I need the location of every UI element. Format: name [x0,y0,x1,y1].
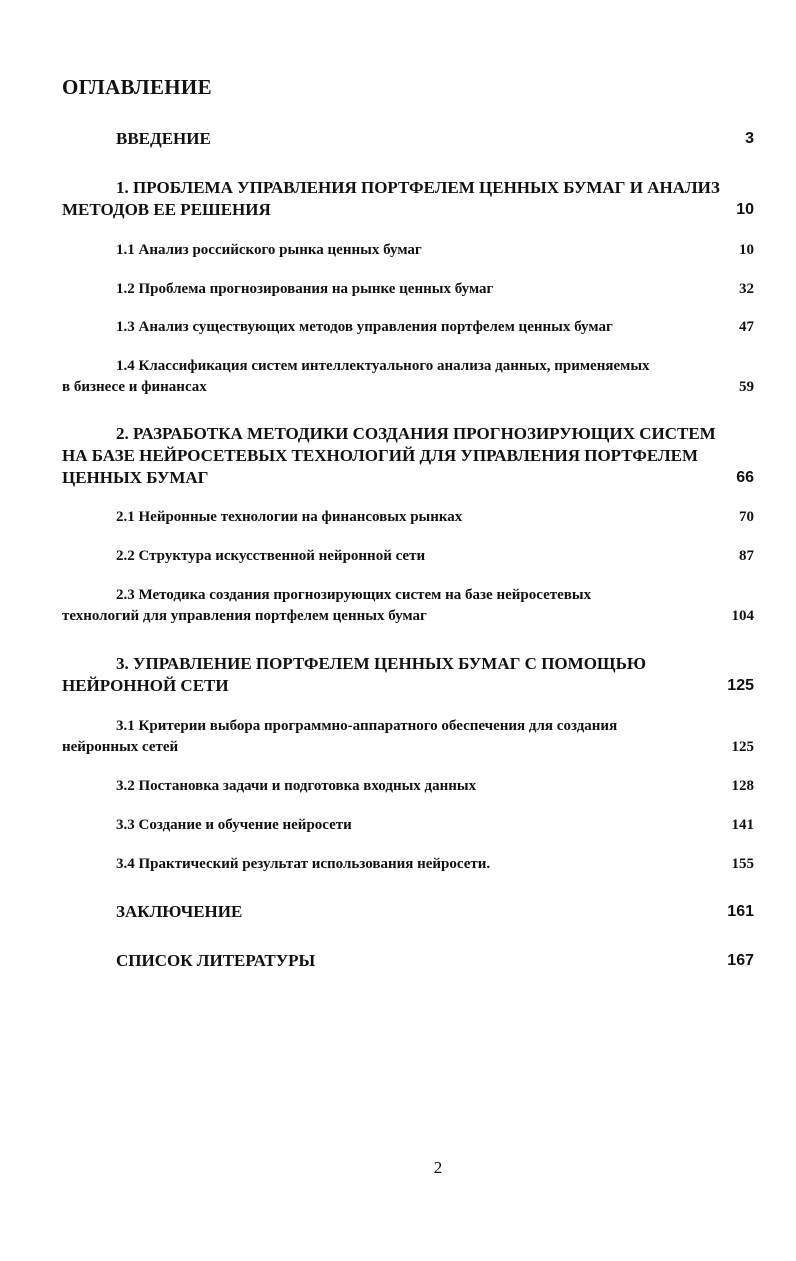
toc-entry-title-line: 3. УПРАВЛЕНИЕ ПОРТФЕЛЕМ ЦЕННЫХ БУМАГ С ПОМОЩЬЮ [116,654,646,673]
toc-entry-page: 10 [736,201,754,218]
toc-entry-page: 125 [731,739,754,755]
toc-entry-chapter-1 [62,177,754,221]
toc-entry-title-line: НЕЙРОННОЙ СЕТИ [62,676,229,695]
toc-entry-references [62,950,754,972]
toc-entry-title-line: ЦЕННЫХ БУМАГ [62,468,209,487]
toc-entry-section-2-3 [62,585,754,627]
toc-entry-section-3-3 [62,815,754,836]
toc-entry-title: ВВЕДЕНИЕ [116,129,211,148]
toc-entry-title: ЗАКЛЮЧЕНИЕ [116,902,243,921]
toc-entry-page: 87 [739,548,754,564]
toc-entry-title: 3.2 Постановка задачи и подготовка входных данных [116,778,477,794]
toc-entry-title-line: 1.4 Классификация систем интеллектуального анализа данных, применяемых [116,358,650,374]
toc-entry-title-line: МЕТОДОВ ЕЕ РЕШЕНИЯ [62,200,271,219]
toc-entry-title: 1.1 Анализ российского рынка ценных бумаг [116,242,422,258]
toc-entry-section-3-4 [62,854,754,875]
toc-entry-title: 1.3 Анализ существующих методов управления портфелем ценных бумаг [116,319,613,335]
toc-entry-section-3-2 [62,776,754,797]
toc-entry-page: 125 [727,677,754,694]
toc-entry-title: СПИСОК ЛИТЕРАТУРЫ [116,951,316,970]
toc-entry-title-line: 2.3 Методика создания прогнозирующих систем на базе нейросетевых [116,587,592,603]
toc-entry-page: 32 [739,281,754,297]
toc-entry-chapter-2 [62,423,754,489]
toc-entry-title: 2.1 Нейронные технологии на финансовых рынках [116,509,463,525]
page-title: ОГЛАВЛЕНИЕ [62,75,212,99]
toc-entry-page: 141 [731,817,754,833]
toc-entry-page: 128 [731,778,754,794]
toc-entry-title-line: нейронных сетей [62,739,179,755]
toc-entry-section-2-1 [62,507,754,528]
toc-entry-page: 155 [731,856,754,872]
toc-entry-section-1-1 [62,240,754,261]
toc-entry-chapter-3 [62,653,754,697]
toc-entry-page: 104 [731,608,754,624]
toc-entry-page: 161 [727,903,754,920]
toc-entry-page: 167 [727,952,754,969]
toc-entry-page: 70 [739,509,754,525]
toc-entry-section-1-2 [62,279,754,300]
toc-entry-section-1-4 [62,356,754,398]
toc-entry-title-line: 3.1 Критерии выбора программно-аппаратного обеспечения для создания [116,718,618,734]
toc-entry-title: 1.2 Проблема прогнозирования на рынке ценных бумаг [116,281,494,297]
toc-entry-title-line: 2. РАЗРАБОТКА МЕТОДИКИ СОЗДАНИЯ ПРОГНОЗИРУЮЩИХ СИСТЕМ [116,424,716,443]
toc-entry-introduction [62,128,754,150]
toc-entry-page: 47 [739,319,754,335]
toc-entry-title-line: технологий для управления портфелем ценных бумаг [62,608,427,624]
toc-entry-page: 59 [739,379,754,395]
toc-entry-page: 66 [736,469,754,486]
toc-entry-title-line: в бизнесе и финансах [62,379,207,395]
toc-entry-title: 3.3 Создание и обучение нейросети [116,817,352,833]
toc-entry-title-line: 1. ПРОБЛЕМА УПРАВЛЕНИЯ ПОРТФЕЛЕМ ЦЕННЫХ БУМАГ И АНАЛИЗ [116,178,720,197]
toc-entry-conclusion [62,901,754,923]
toc-entry-title-line: НА БАЗЕ НЕЙРОСЕТЕВЫХ ТЕХНОЛОГИЙ ДЛЯ УПРАВЛЕНИЯ ПОРТФЕЛЕМ [62,446,699,465]
toc-entry-title: 2.2 Структура искусственной нейронной сети [116,548,426,564]
toc-entry-page: 10 [739,242,754,258]
toc-entry-section-2-2 [62,546,754,567]
page-number: 2 [433,1158,443,1177]
toc-entry-section-1-3 [62,317,754,338]
toc-entry-section-3-1 [62,716,754,758]
toc-entry-page: 3 [745,130,754,147]
toc-entry-title: 3.4 Практический результат использования нейросети. [116,856,491,872]
